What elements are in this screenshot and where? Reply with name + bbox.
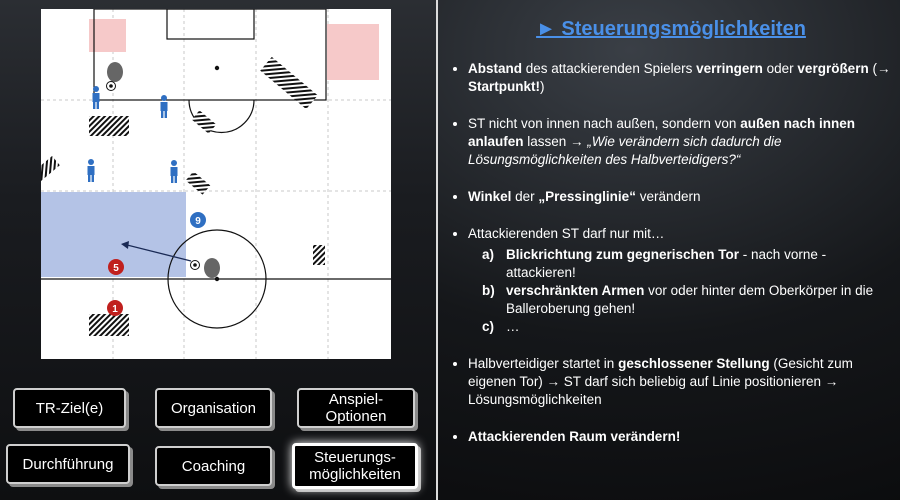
content-panel <box>446 14 896 465</box>
text: Attackierenden ST darf nur mit… <box>468 226 665 241</box>
grey-cone <box>204 258 220 278</box>
text: ST nicht von innen nach außen, sondern von <box>468 116 741 131</box>
panel-divider <box>436 0 438 500</box>
bullet-item <box>468 355 896 409</box>
text-bold: Winkel <box>468 189 512 204</box>
bullet-item <box>468 225 896 336</box>
text-bold: außen nach innen anlaufen <box>468 116 855 149</box>
list-marker: c) <box>482 319 495 334</box>
text-bold: vergrößern <box>797 61 869 76</box>
page-title: ► Steuerungsmöglichkeiten <box>536 18 806 40</box>
durchfuehrung-button[interactable]: Durchführung <box>6 444 130 484</box>
text-bold: Blickrichtung zum gegnerischen Tor <box>506 247 740 262</box>
player-number-label: 9 <box>195 216 201 227</box>
penalty-spot <box>215 66 219 70</box>
grey-cone <box>107 62 123 82</box>
tr-ziele-button[interactable]: TR-Ziel(e) <box>13 388 126 428</box>
bullet-item <box>468 60 896 96</box>
text: vor oder hinter dem Oberkörper in die Balleroberung gehen! <box>506 283 874 316</box>
hatched-mannequin <box>89 314 129 336</box>
sub-item <box>482 318 896 336</box>
text: (→ <box>868 61 891 76</box>
ball-icon <box>107 82 116 91</box>
text-bold: Startpunkt! <box>468 79 540 94</box>
text: … <box>506 319 520 334</box>
text: ) <box>540 79 545 94</box>
text: Halbverteidiger startet in <box>468 356 619 371</box>
player-1 <box>107 300 123 316</box>
bullet-item <box>468 428 896 446</box>
text: der <box>511 189 539 204</box>
bullet-item <box>468 115 896 169</box>
list-marker: a) <box>482 247 495 262</box>
hatched-mannequin <box>89 116 129 136</box>
pitch-diagram <box>41 9 391 359</box>
player-5 <box>108 259 124 275</box>
text: lassen → <box>523 134 588 149</box>
text-bold: verringern <box>696 61 763 76</box>
text: (Gesicht zum eigenen Tor) → ST darf sich beliebig auf Linie positionieren → Lösungsmöglichkeiten <box>468 356 853 407</box>
organisation-button[interactable]: Organisation <box>155 388 272 428</box>
sub-item <box>482 246 896 282</box>
text-bold: „Pressinglinie“ <box>538 189 636 204</box>
text: des attackierenden Spielers <box>522 61 697 76</box>
player-9 <box>190 212 206 228</box>
center-spot <box>215 277 219 281</box>
player-number-label: 1 <box>112 304 118 315</box>
sub-list <box>468 246 896 336</box>
list-marker: b) <box>482 283 495 298</box>
text: oder <box>762 61 798 76</box>
text-italic: „Wie verändern sich dadurch die Lösungsmöglichkeiten des Halbverteidigers?“ <box>468 134 782 167</box>
coaching-button[interactable]: Coaching <box>155 446 272 486</box>
bullet-item <box>468 188 896 206</box>
ball-icon <box>191 261 200 270</box>
bullet-list <box>446 60 896 446</box>
text-bold: Attackierenden Raum verändern! <box>468 429 681 444</box>
sub-item <box>482 282 896 318</box>
anspiel-optionen-button[interactable]: Anspiel- Optionen <box>297 388 415 428</box>
text-bold: geschlossener Stellung <box>618 356 770 371</box>
text: verändern <box>635 189 701 204</box>
text-bold: verschränkten Armen <box>506 283 645 298</box>
text-bold: Abstand <box>468 61 522 76</box>
text: - nach vorne - attackieren! <box>506 247 827 280</box>
steuerungsmoeglichkeiten-button[interactable]: Steuerungs- möglichkeiten <box>292 443 418 489</box>
pink-target-box-right <box>327 24 379 80</box>
hatched-mannequin <box>313 245 325 265</box>
player-number-label: 5 <box>113 263 119 274</box>
